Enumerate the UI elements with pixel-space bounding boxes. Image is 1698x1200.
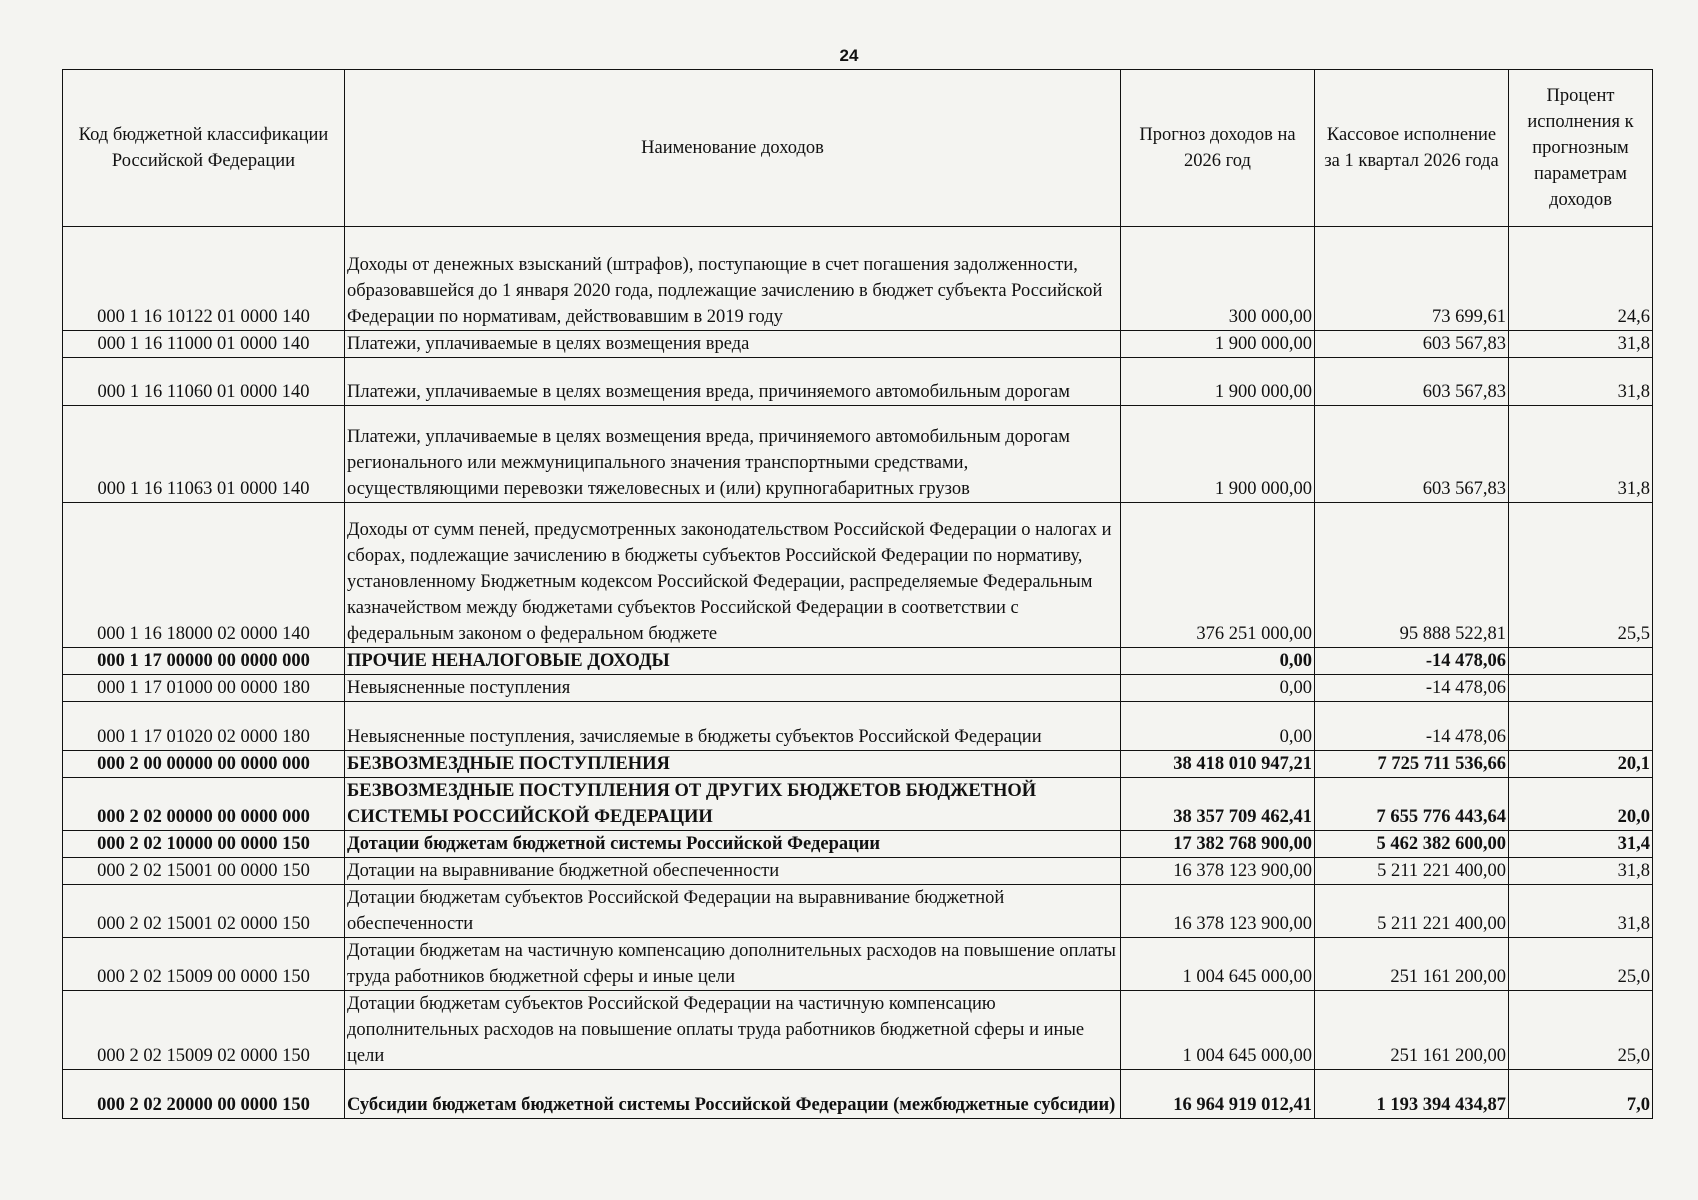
row-percent: 31,8 [1509,885,1653,938]
row-forecast: 16 964 919 012,41 [1121,1070,1315,1119]
table-row [63,675,1653,702]
row-percent: 31,8 [1509,331,1653,358]
row-code: 000 1 16 10122 01 0000 140 [63,227,345,331]
row-percent: 25,5 [1509,503,1653,648]
row-percent: 31,8 [1509,358,1653,406]
row-code: 000 2 02 20000 00 0000 150 [63,1070,345,1119]
row-code: 000 1 17 01020 02 0000 180 [63,702,345,751]
table-row [63,227,1653,331]
row-percent: 20,1 [1509,751,1653,778]
row-code: 000 1 16 18000 02 0000 140 [63,503,345,648]
row-code: 000 2 02 00000 00 0000 000 [63,778,345,831]
row-code: 000 2 02 15001 00 0000 150 [63,858,345,885]
row-actual: 251 161 200,00 [1315,991,1509,1070]
row-name: БЕЗВОЗМЕЗДНЫЕ ПОСТУПЛЕНИЯ ОТ ДРУГИХ БЮДЖЕТОВ БЮДЖЕТНОЙ СИСТЕМЫ РОССИЙСКОЙ ФЕДЕРАЦИИ [345,778,1121,831]
row-forecast: 16 378 123 900,00 [1121,858,1315,885]
row-percent: 31,4 [1509,831,1653,858]
row-forecast: 38 418 010 947,21 [1121,751,1315,778]
row-actual: 95 888 522,81 [1315,503,1509,648]
table-row [63,1070,1653,1119]
row-actual: 1 193 394 434,87 [1315,1070,1509,1119]
row-forecast: 17 382 768 900,00 [1121,831,1315,858]
row-actual: 5 211 221 400,00 [1315,885,1509,938]
table-row [63,406,1653,503]
row-percent: 31,8 [1509,858,1653,885]
row-name: Платежи, уплачиваемые в целях возмещения вреда [345,331,1121,358]
row-name: Дотации бюджетам субъектов Российской Федерации на частичную компенсацию дополнительных расходов на повышение оплаты труда работников бюджетной сферы и иные цели [345,991,1121,1070]
row-percent: 25,0 [1509,991,1653,1070]
row-name: Дотации на выравнивание бюджетной обеспеченности [345,858,1121,885]
table-row [63,331,1653,358]
table-row [63,885,1653,938]
row-actual: 73 699,61 [1315,227,1509,331]
row-name: Дотации бюджетам на частичную компенсацию дополнительных расходов на повышение оплаты труда работников бюджетной сферы и иные цели [345,938,1121,991]
header-name: Наименование доходов [345,70,1121,227]
row-actual: 603 567,83 [1315,358,1509,406]
row-code: 000 1 17 00000 00 0000 000 [63,648,345,675]
table-row [63,858,1653,885]
row-code: 000 1 16 11000 01 0000 140 [63,331,345,358]
row-forecast: 1 900 000,00 [1121,331,1315,358]
row-percent: 24,6 [1509,227,1653,331]
row-percent: 20,0 [1509,778,1653,831]
row-code: 000 1 16 11063 01 0000 140 [63,406,345,503]
row-percent [1509,648,1653,675]
row-forecast: 0,00 [1121,648,1315,675]
row-forecast: 1 004 645 000,00 [1121,938,1315,991]
row-code: 000 2 02 15001 02 0000 150 [63,885,345,938]
header-percent: Процент исполнения к прогнозным параметрам доходов [1509,70,1653,227]
row-name: Субсидии бюджетам бюджетной системы Российской Федерации (межбюджетные субсидии) [345,1070,1121,1119]
row-name: Доходы от денежных взысканий (штрафов), поступающие в счет погашения задолженности, образовавшейся до 1 января 2020 года, подлежащие зачислению в бюджет субъекта Российской Федерации по нормативам, действовавшим в 2019 году [345,227,1121,331]
row-code: 000 1 16 11060 01 0000 140 [63,358,345,406]
row-name: Платежи, уплачиваемые в целях возмещения вреда, причиняемого автомобильным дорогам регионального или межмуниципального значения транспортными средствами, осуществляющими перевозки тяжеловесных и (или) крупногабаритных грузов [345,406,1121,503]
row-percent: 25,0 [1509,938,1653,991]
table-row [63,831,1653,858]
row-actual: 603 567,83 [1315,331,1509,358]
table-row [63,648,1653,675]
page-number: 24 [839,46,859,65]
header-actual: Кассовое исполнение за 1 квартал 2026 года [1315,70,1509,227]
header-code: Код бюджетной классификации Российской Федерации [63,70,345,227]
row-forecast: 300 000,00 [1121,227,1315,331]
row-forecast: 0,00 [1121,675,1315,702]
row-code: 000 2 02 10000 00 0000 150 [63,831,345,858]
table-row [63,751,1653,778]
row-forecast: 16 378 123 900,00 [1121,885,1315,938]
row-name: Дотации бюджетам субъектов Российской Федерации на выравнивание бюджетной обеспеченности [345,885,1121,938]
table-header-row [63,70,1653,227]
header-forecast: Прогноз доходов на 2026 год [1121,70,1315,227]
row-code: 000 2 02 15009 02 0000 150 [63,991,345,1070]
row-forecast: 1 900 000,00 [1121,358,1315,406]
table-row [63,702,1653,751]
row-actual: -14 478,06 [1315,675,1509,702]
row-percent: 31,8 [1509,406,1653,503]
row-name: ПРОЧИЕ НЕНАЛОГОВЫЕ ДОХОДЫ [345,648,1121,675]
row-name: Невыясненные поступления, зачисляемые в бюджеты субъектов Российской Федерации [345,702,1121,751]
table-row [63,503,1653,648]
table-row [63,991,1653,1070]
table-row [63,358,1653,406]
row-actual: 5 211 221 400,00 [1315,858,1509,885]
row-code: 000 2 00 00000 00 0000 000 [63,751,345,778]
table-body [63,227,1653,1119]
row-name: Доходы от сумм пеней, предусмотренных законодательством Российской Федерации о налогах и сборах, подлежащие зачислению в бюджеты субъектов Российской Федерации по нормативу, установленному Бюджетным кодексом Российской Федерации, распределяемые Федеральным казначейством между бюджетами субъектов Российской Федерации в соответствии с федеральным законом о федеральном бюджете [345,503,1121,648]
row-code: 000 1 17 01000 00 0000 180 [63,675,345,702]
table-row [63,778,1653,831]
row-percent: 7,0 [1509,1070,1653,1119]
row-percent [1509,702,1653,751]
row-name: Дотации бюджетам бюджетной системы Российской Федерации [345,831,1121,858]
row-forecast: 0,00 [1121,702,1315,751]
row-forecast: 1 004 645 000,00 [1121,991,1315,1070]
row-actual: 5 462 382 600,00 [1315,831,1509,858]
row-actual: 251 161 200,00 [1315,938,1509,991]
income-table [62,69,1653,1119]
row-forecast: 38 357 709 462,41 [1121,778,1315,831]
row-forecast: 376 251 000,00 [1121,503,1315,648]
row-actual: -14 478,06 [1315,648,1509,675]
row-actual: 7 655 776 443,64 [1315,778,1509,831]
row-name: БЕЗВОЗМЕЗДНЫЕ ПОСТУПЛЕНИЯ [345,751,1121,778]
row-code: 000 2 02 15009 00 0000 150 [63,938,345,991]
row-percent [1509,675,1653,702]
row-name: Невыясненные поступления [345,675,1121,702]
table-row [63,938,1653,991]
row-actual: -14 478,06 [1315,702,1509,751]
row-name: Платежи, уплачиваемые в целях возмещения вреда, причиняемого автомобильным дорогам [345,358,1121,406]
row-forecast: 1 900 000,00 [1121,406,1315,503]
row-actual: 603 567,83 [1315,406,1509,503]
row-actual: 7 725 711 536,66 [1315,751,1509,778]
